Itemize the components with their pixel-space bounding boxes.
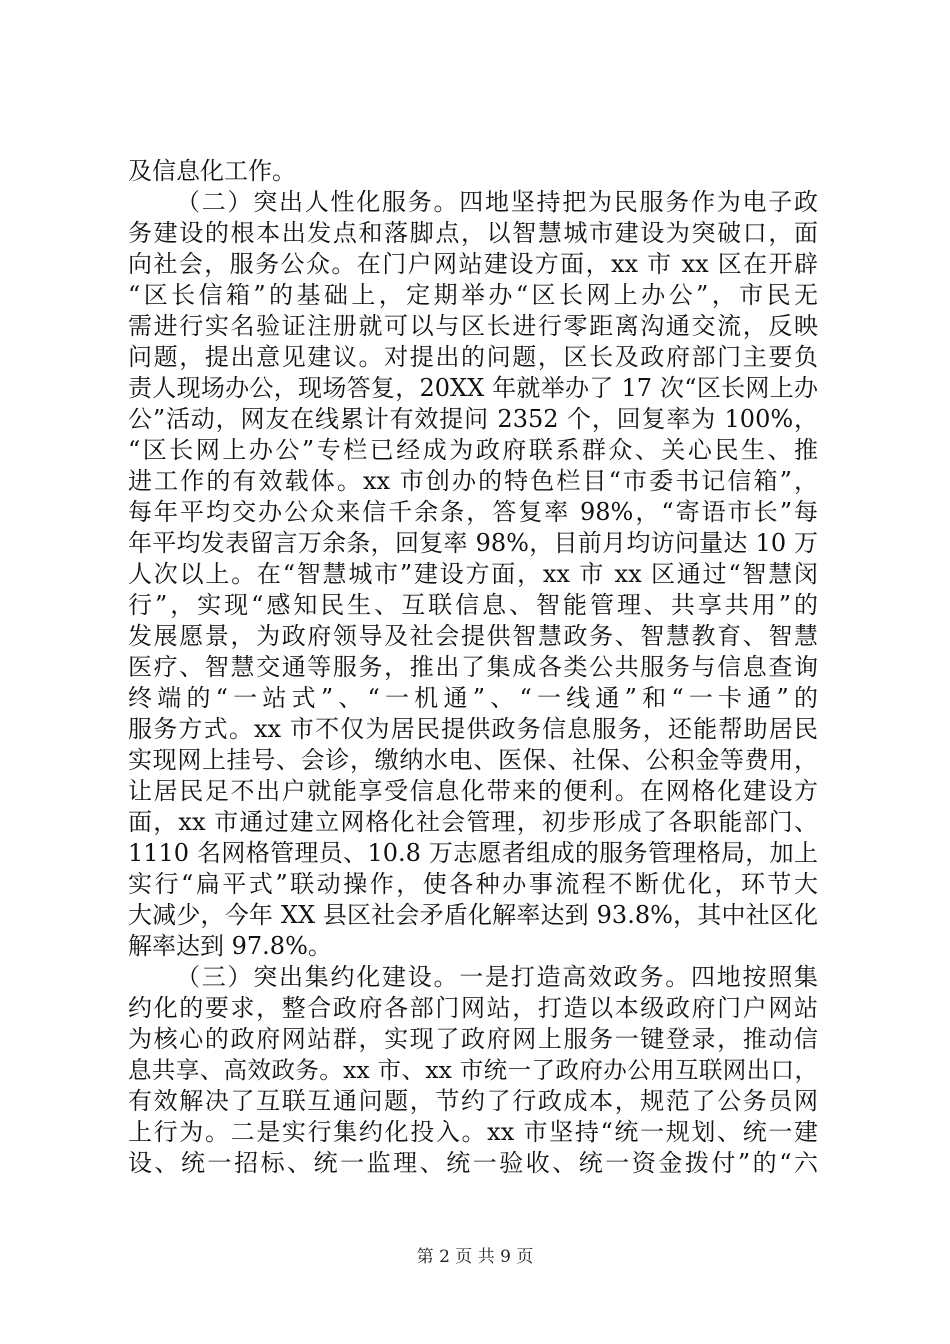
text-line: 实现网上挂号、会诊，缴纳水电、医保、社保、公积金等费用， <box>128 746 818 774</box>
document-body <box>128 156 818 1179</box>
text-line: 服务方式。xx 市不仅为居民提供政务信息服务，还能帮助居民 <box>128 715 818 743</box>
text-line: 责人现场办公，现场答复，20XX 年就举办了 17 次“区长网上办 <box>128 374 818 402</box>
text-line: 实行“扁平式”联动操作，使各种办事流程不断优化，环节大 <box>128 870 818 898</box>
paragraph-heading-line: （三）突出集约化建设。一是打造高效政务。四地按照集 <box>176 963 818 991</box>
text-line: 行”，实现“感知民生、互联信息、智能管理、共享共用”的 <box>128 591 818 619</box>
text-line: “区长网上办公”专栏已经成为政府联系群众、关心民生、推 <box>128 436 818 464</box>
page-number-footer: 第 2 页 共 9 页 <box>416 1247 534 1267</box>
text-line: 发展愿景，为政府领导及社会提供智慧政务、智慧教育、智慧 <box>128 622 818 650</box>
text-line: 进工作的有效载体。xx 市创办的特色栏目“市委书记信箱”， <box>128 467 818 495</box>
text-line: 公”活动，网友在线累计有效提问 2352 个，回复率为 100%， <box>128 405 818 433</box>
text-line: 医疗、智慧交通等服务，推出了集成各类公共服务与信息查询 <box>128 653 818 681</box>
text-line: 向社会，服务公众。在门户网站建设方面，xx 市 xx 区在开辟 <box>128 250 818 278</box>
text-line: “区长信箱”的基础上，定期举办“区长网上办公”，市民无 <box>128 281 818 309</box>
text-line: 1110 名网格管理员、10.8 万志愿者组成的服务管理格局，加上 <box>128 839 818 867</box>
text-line: 大减少，今年 XX 县区社会矛盾化解率达到 93.8%，其中社区化 <box>128 901 818 929</box>
text-line: 及信息化工作。 <box>128 157 296 185</box>
text-line: 让居民足不出户就能享受信息化带来的便利。在网格化建设方 <box>128 777 818 805</box>
text-line: 每年平均交办公众来信千余条，答复率 98%，“寄语市长”每 <box>128 498 818 526</box>
text-line: 问题，提出意见建议。对提出的问题，区长及政府部门主要负 <box>128 343 818 371</box>
text-line: 解率达到 97.8%。 <box>128 932 332 960</box>
text-line: 设、统一招标、统一监理、统一验收、统一资金拨付”的“六 <box>128 1149 818 1177</box>
text-line: 人次以上。在“智慧城市”建设方面，xx 市 xx 区通过“智慧闵 <box>128 560 818 588</box>
text-line: 有效解决了互联互通问题，节约了行政成本，规范了公务员网 <box>128 1087 818 1115</box>
text-line: 务建设的根本出发点和落脚点，以智慧城市建设为突破口，面 <box>128 219 818 247</box>
text-line: 年平均发表留言万余条，回复率 98%，目前月均访问量达 10 万 <box>128 529 818 557</box>
text-line: 息共享、高效政务。xx 市、xx 市统一了政府办公用互联网出口， <box>128 1056 818 1084</box>
text-line: 为核心的政府网站群，实现了政府网上服务一键登录，推动信 <box>128 1025 818 1053</box>
text-line: 约化的要求，整合政府各部门网站，打造以本级政府门户网站 <box>128 994 818 1022</box>
paragraph-heading-line: （二）突出人性化服务。四地坚持把为民服务作为电子政 <box>176 188 818 216</box>
text-line: 需进行实名验证注册就可以与区长进行零距离沟通交流，反映 <box>128 312 818 340</box>
text-line: 上行为。二是实行集约化投入。xx 市坚持“统一规划、统一建 <box>128 1118 818 1146</box>
text-line: 面，xx 市通过建立网格化社会管理，初步形成了各职能部门、 <box>128 808 818 836</box>
text-line: 终端的“一站式”、“一机通”、“一线通”和“一卡通”的 <box>128 684 818 712</box>
